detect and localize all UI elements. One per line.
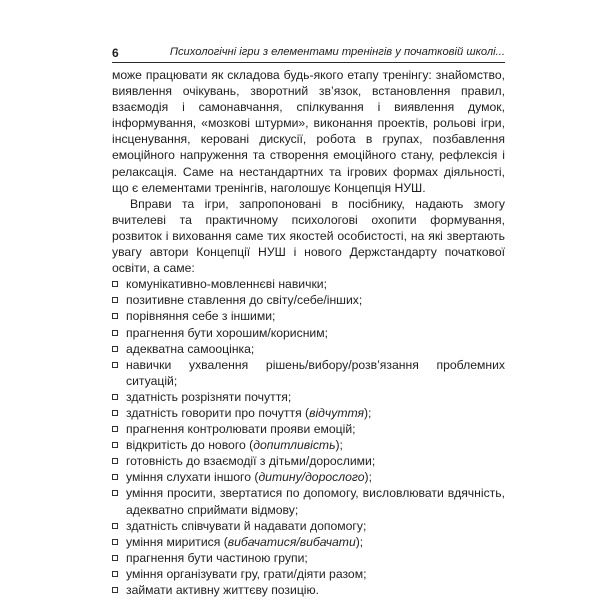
list-item-note: вибачатися/вибачати bbox=[227, 534, 356, 549]
list-item bbox=[112, 437, 505, 453]
square-bullet-icon bbox=[112, 330, 118, 336]
list-item bbox=[112, 485, 505, 517]
paragraph: може працювати як складова будь-якого етапу тренінгу: знайомство, виявлення очікувань, зворотний зв’язок, встановлення правил, взаємодія і самонавчання, спілкування і виявлення думок, інформування, «мозкові штурми», виконання проектів, рольові ігри, інсценування, керовані дискусії, робота в групах, позбавлення емоційного напруження та створення емоційного стану, рефлексія і релаксація. Саме на нестандартних та ігрових формах діяльності, що є елементами тренінгів, наголошує Концепція НУШ. bbox=[112, 68, 505, 195]
list-item-after: ); bbox=[364, 470, 372, 485]
list-item-after: ); bbox=[364, 405, 372, 420]
square-bullet-icon bbox=[112, 426, 118, 432]
list-item-text: здатність розрізняти почуття; bbox=[126, 389, 292, 404]
list-item bbox=[112, 566, 505, 582]
list-item bbox=[112, 389, 505, 405]
square-bullet-icon bbox=[112, 297, 118, 303]
list-item-text: уміння слухати іншого ( bbox=[126, 470, 259, 485]
square-bullet-icon bbox=[112, 474, 118, 480]
list-item-text: відкритість до нового ( bbox=[126, 438, 254, 453]
list-item bbox=[112, 453, 505, 469]
square-bullet-icon bbox=[112, 410, 118, 416]
list-item bbox=[112, 405, 505, 421]
list-item bbox=[112, 582, 505, 598]
list-item-text: уміння організувати гру, грати/діяти разом; bbox=[126, 566, 367, 581]
square-bullet-icon bbox=[112, 555, 118, 561]
square-bullet-icon bbox=[112, 490, 118, 496]
square-bullet-icon bbox=[112, 313, 118, 319]
list-item bbox=[112, 518, 505, 534]
list-item-text: прагнення контролювати прояви емоцій; bbox=[126, 422, 356, 437]
square-bullet-icon bbox=[112, 523, 118, 529]
list-item-text: навички ухвалення рішень/вибору/розв’язання проблемних ситуацій; bbox=[126, 357, 505, 388]
list-item bbox=[112, 469, 505, 485]
list-item-text: прагнення бути хорошим/корисним; bbox=[126, 325, 329, 340]
list-item bbox=[112, 292, 505, 308]
square-bullet-icon bbox=[112, 458, 118, 464]
list-item-text: уміння просити, звертатися по допомогу, висловлювати вдячність, адекватно сприймати відмову; bbox=[126, 486, 505, 517]
list-item bbox=[112, 308, 505, 324]
list-item-text: комунікативно-мовленнєві навички; bbox=[126, 277, 327, 292]
list-item-note: дитину/дорослого bbox=[258, 470, 365, 485]
page-number: 6 bbox=[112, 46, 119, 60]
running-title: Психологічні ігри з елементами тренінгів у початковій школі... bbox=[169, 46, 505, 58]
paragraph: Вправи та ігри, запропоновані в посібнику, надають змогу вчителеві та практичному психологові охопити формування, розвиток і виховання саме тих якостей особистості, на які звертають увагу автори Концепції НУШ і нового Держстандарту початкової освіти, а саме: bbox=[112, 196, 505, 276]
list-item bbox=[112, 341, 505, 357]
list-item-text: здатність говорити про почуття ( bbox=[126, 405, 310, 420]
square-bullet-icon bbox=[112, 346, 118, 352]
list-item-text: прагнення бути частиною групи; bbox=[126, 550, 308, 565]
list-item-text: адекватна самооцінка; bbox=[126, 341, 255, 356]
list-item-text: уміння миритися ( bbox=[126, 534, 228, 549]
square-bullet-icon bbox=[112, 539, 118, 545]
list-item-text: готовність до взаємодії з дітьми/дорослими; bbox=[126, 454, 376, 469]
list-item bbox=[112, 357, 505, 389]
list-item-after: ); bbox=[355, 534, 364, 549]
list-item bbox=[112, 325, 505, 341]
square-bullet-icon bbox=[112, 394, 118, 400]
list-item-text: займати активну життєву позицію. bbox=[126, 583, 320, 597]
body-text bbox=[112, 67, 505, 598]
square-bullet-icon bbox=[112, 281, 118, 287]
page-header bbox=[112, 44, 505, 63]
list-item-note: відчуття bbox=[309, 405, 364, 420]
list-item bbox=[112, 550, 505, 566]
list-item bbox=[112, 421, 505, 437]
square-bullet-icon bbox=[112, 571, 118, 577]
square-bullet-icon bbox=[112, 442, 118, 448]
list-item-text: порівняння себе з іншими; bbox=[126, 309, 276, 324]
square-bullet-icon bbox=[112, 587, 118, 593]
list-item-after: ); bbox=[335, 438, 343, 453]
list-item bbox=[112, 276, 505, 292]
list-item-note: допитливість bbox=[253, 438, 336, 453]
list-item-text: позитивне ставлення до світу/себе/інших; bbox=[126, 293, 363, 308]
list-item bbox=[112, 534, 505, 550]
qualities-list bbox=[112, 276, 505, 598]
list-item-text: здатність співчувати й надавати допомогу; bbox=[126, 518, 367, 533]
square-bullet-icon bbox=[112, 362, 118, 368]
